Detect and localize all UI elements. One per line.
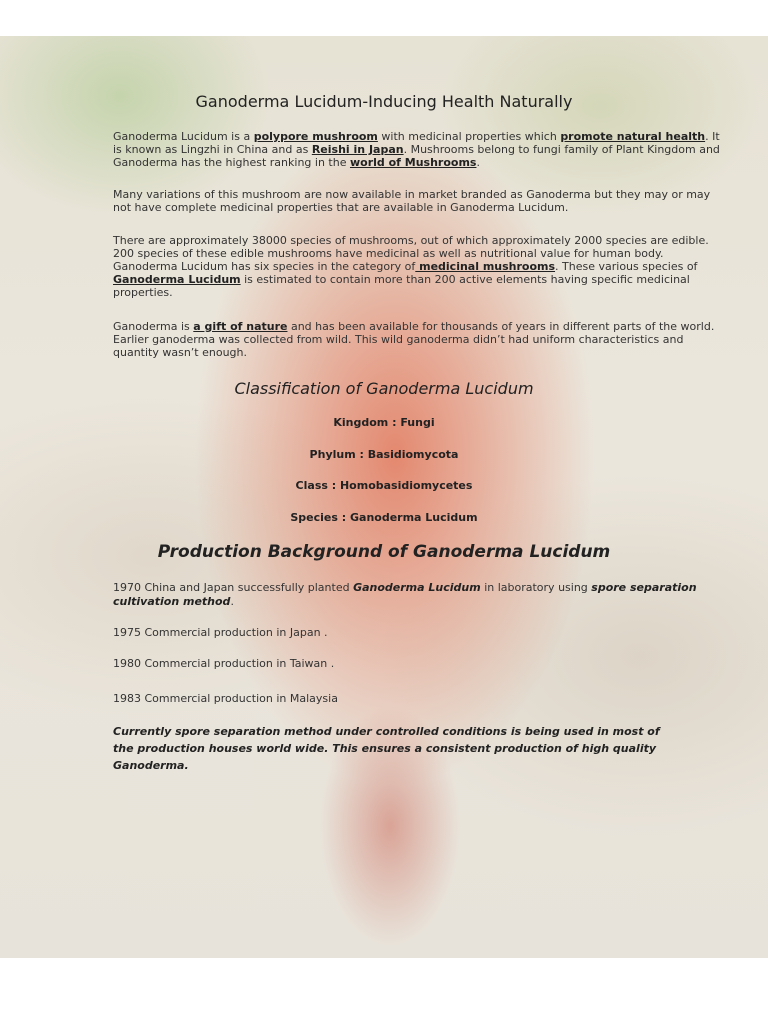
production-1980: 1980 Commercial production in Taiwan . [113, 657, 335, 670]
page-title: Ganoderma Lucidum-Inducing Health Naturally [195, 92, 573, 111]
text: Ganoderma Lucidum is a [113, 130, 254, 143]
text: There are approximately 38000 species of mushrooms, out of which approximately 2000 species are edible. 200 species of these edible mushrooms have medicinal as well as nutritional value for human body. Ganoderma Lucidum has six species in the category of [113, 234, 709, 273]
production-1975: 1975 Commercial production in Japan . [113, 626, 328, 639]
link-ganoderma-lucidum[interactable]: Ganoderma Lucidum [113, 273, 241, 286]
production-summary: Currently spore separation method under controlled conditions is being used in most of the production houses world wide. This ensures a consistent production of high quality Ganoderma. [113, 725, 660, 772]
classification-species: Species : Ganoderma Lucidum [290, 511, 478, 524]
text: with medicinal properties which [377, 130, 561, 143]
link-world-of-mushrooms[interactable]: world of Mushrooms [349, 156, 477, 169]
species-paragraph [113, 234, 723, 299]
text: and has been available for thousands of years in different parts of the world. Earlier ganoderma was collected from wild. This wild ganoderma didn’t had uniform characteristics and quantity wasn’t enough. [113, 320, 715, 359]
link-medicinal-mushrooms[interactable]: medicinal mushrooms [415, 260, 556, 273]
classification-class: Class : Homobasidiomycetes [295, 479, 473, 492]
text: spore separation cultivation method [113, 581, 697, 608]
text: . [476, 156, 480, 169]
link-promote-natural-health[interactable]: promote natural health [560, 130, 706, 143]
document-page [0, 36, 768, 958]
production-1983: 1983 Commercial production in Malaysia [113, 692, 338, 705]
text: Ganoderma is [113, 320, 194, 333]
text: 1970 China and Japan successfully planted [113, 581, 354, 594]
link-polypore-mushroom[interactable]: polypore mushroom [253, 130, 378, 143]
classification-heading: Classification of Ganoderma Lucidum [234, 379, 534, 398]
intro-paragraph [113, 130, 723, 169]
text: . [230, 595, 234, 608]
text: is estimated to contain more than 200 active elements having specific medicinal properties. [113, 273, 690, 299]
text: . These various species of [555, 260, 698, 273]
production-heading: Production Background of Ganoderma Lucidum [157, 542, 611, 562]
text: in laboratory using [480, 581, 592, 594]
gift-paragraph [113, 320, 723, 359]
link-reishi-in-japan[interactable]: Reishi in Japan [311, 143, 404, 156]
link-gift-of-nature[interactable]: a gift of nature [193, 320, 288, 333]
text: . Mushrooms belong to fungi family of Plant Kingdom and Ganoderma has the highest ranking in the [113, 143, 720, 169]
classification-kingdom: Kingdom : Fungi [333, 416, 435, 429]
production-1970 [113, 581, 723, 609]
variations-paragraph: Many variations of this mushroom are now available in market branded as Ganoderma but they may or may not have complete medicinal properties that are available in Ganoderma Lucidum. [113, 188, 711, 214]
text: . It is known as Lingzhi in China and as [113, 130, 720, 156]
text: Ganoderma Lucidum [353, 581, 481, 594]
classification-phylum: Phylum : Basidiomycota [309, 448, 459, 461]
